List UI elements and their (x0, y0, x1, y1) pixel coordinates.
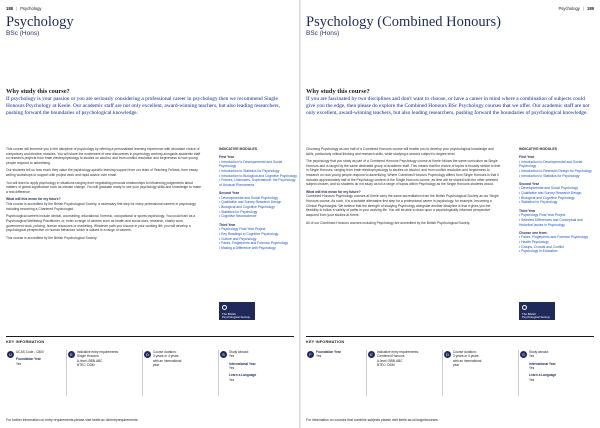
module-year: Second Year (519, 181, 540, 186)
page-subtitle: BSc (Hons) (306, 30, 340, 37)
module-item: • Psychology Final Year Project (219, 227, 266, 232)
module-year: First Year (519, 154, 535, 159)
footer-note: For further information on entry requirements please visit keele.ac.uk/entryrequirements (6, 418, 138, 422)
body-paragraph: This course is accredited by the British Psychological Society. (6, 235, 98, 240)
module-group (219, 223, 297, 251)
entry-icon: E (368, 351, 375, 358)
key-info-item: S Study abroad: Yes International Year Yes Learn a Language Yes (518, 350, 594, 396)
module-item: • Making a Difference with Psychology (219, 245, 276, 250)
bps-logo-icon (222, 305, 227, 310)
foundation-icon: F (307, 351, 314, 358)
page-folio: 188 | Psychology (6, 6, 42, 11)
body-paragraph: Psychological careers include clinical, counselling, educational, forensic, occupational or sports psychology. You could train as a Psychological Wellbeing Practitioner, or, enter a range of careers such as health and social work, research, charity work, government work, policing, human resources or marketing. Whatever path you choose in your working life, you will develop a psychological perspective on human behaviour which is valued in a range of careers. (6, 214, 196, 233)
body-column (6, 147, 202, 243)
module-item: • Introduction to Developmental and Social Psychology (519, 159, 583, 169)
key-info-item: S Study abroad: Yes International Year Yes Learn a Language Yes (218, 350, 294, 396)
ucas-icon: U (7, 351, 14, 358)
module-group (219, 191, 297, 219)
module-group (219, 155, 297, 188)
module-item: • Groups, Crowds and Conflict (519, 244, 564, 249)
module-item: • Health Psychology (519, 240, 549, 245)
why-study-text: If psychology is your passion or you are seriously considering a professional career in psychology then we recommend Single Honours Psychology at Keele. Our academic staff are not only excellent, award-winning teachers, but also leading researchers, pushing forward the boundaries of psychological knowledge. (6, 96, 280, 117)
module-group (519, 231, 597, 254)
key-information-heading: KEY INFORMATION (306, 340, 345, 344)
body-paragraph: This course will immerse you in the discipline of psychology by offering a personalised learning experience with abundant choice of compulsory and elective modules. You will share the excitement of new discoveries in psychology working alongside academic staff on research projects from brain electrophysiology to studies on alcohol, and from conflict resolution and forgiveness to how young people respond to advertising. (6, 147, 201, 165)
module-year: Choose one from: (519, 230, 548, 235)
key-info-item: D Course duration: 3 years or 4 years with an international year (142, 350, 218, 396)
module-item: • Developmental and Social Psychology (519, 186, 578, 191)
right-page (300, 0, 600, 428)
module-item: • Introduction to Statistics for Psychology (519, 173, 580, 178)
module-item: • Qualitative and Survey Research Design (519, 191, 582, 196)
why-study-heading: Why study this course? (6, 88, 70, 95)
module-item: • Biological and Cognitive Psychology (219, 205, 275, 210)
page-title: Psychology (6, 14, 74, 30)
footer-note: For information on courses that combine subjects please visit keele.ac.uk/cognitcourses (306, 418, 438, 422)
body-paragraph: Our students tell us how much they value the psychology-specific learning support from our team of Teaching Fellows, from essay writing workshops to support with project work and rapid advice over email. (6, 168, 198, 178)
body-paragraph: Choosing Psychology as one half of a Combined Honours course will enable you to develop your psychological knowledge and skills, particularly critical thinking and research skills, while studying a second subject to degree level. (306, 147, 494, 156)
key-info-item: U UCAS Code - C800 Foundation Year Yes (6, 350, 66, 396)
page-title: Psychology (Combined Honours) (306, 14, 501, 30)
module-year: First Year (219, 154, 235, 159)
body-paragraph: You will learn to apply psychology in situations ranging from negotiating personal relationships to influencing judgements about matters of global significance such as climate change. You will graduate ready to use your psychology skills and knowledge to make a real difference. (6, 180, 201, 194)
module-item: • Introduction to Research Design for Psychology (519, 168, 592, 173)
page-section: Psychology (558, 6, 580, 11)
key-info-item: F Foundation Year Yes (306, 350, 366, 396)
module-item: • Faces, Fingerprints and Forensic Psychology (519, 235, 589, 240)
module-year: Third Year (219, 222, 236, 227)
modules-title: INDICATIVE MODULES (519, 147, 558, 151)
bps-accreditation-logo: The British Psychological Society (219, 302, 255, 320)
key-information (306, 350, 594, 396)
key-info-item: D Course duration: 3 years or 4 years with an international year (442, 350, 518, 396)
page-gutter (299, 0, 301, 428)
indicative-modules (219, 147, 297, 254)
future-heading: What will this mean for my future? (306, 189, 361, 194)
bps-logo-icon (522, 305, 527, 310)
module-item: • Key Readings in Cognitive Psychology (219, 231, 279, 236)
why-study-text: If you are fascinated by two disciplines and don't want to choose, or have a career in mind where a combination of subjects could give you the edge, then please do explore the Combined Honours BSc Psychology courses that we offer. Our academic staff are not only excellent, award-winning teachers, but also leading researchers, pushing forward the boundaries of psychological knowledge. (306, 96, 590, 117)
module-item: • Statistics for Psychology (519, 200, 558, 205)
duration-icon: D (144, 351, 151, 358)
module-item: • Selected Differences and Conceptual and Historical Issues in Psychology (519, 217, 583, 227)
body-paragraph: This course is accredited by the British Psychological Society, a necessary first step for many professional careers in psychology including becoming a Chartered Psychologist. (6, 202, 196, 211)
page-number: 189 (587, 6, 594, 11)
module-item: • Futures, Unknowns, Supernatural: the Psychology of Unusual Phenomena (219, 178, 296, 187)
module-item: • Biological and Cognitive Psychology (519, 195, 575, 200)
module-year: Third Year (519, 208, 536, 213)
page-number: 188 (6, 6, 13, 11)
divider (6, 336, 294, 337)
future-heading: What will this mean for my future? (6, 197, 61, 202)
module-item: • Culture and Psychology (219, 236, 257, 241)
module-item: • Introduction to Biological and Cognitive Psychology (219, 173, 297, 178)
module-item: • Psychology Final Year Project (519, 213, 566, 218)
module-item: • Cognitive Neuroscience (219, 214, 257, 219)
module-item: • Introduction to Statistics for Psychology (219, 168, 280, 173)
study-abroad-icon: S (520, 351, 527, 358)
why-study-heading: Why study this course? (306, 88, 370, 95)
page-section: Psychology (20, 6, 42, 11)
page-subtitle: BSc (Hons) (6, 30, 40, 37)
body-paragraph: The psychology that you study as part of a Combined Honours Psychology course at Keele follows the same curriculum as Single Honours and is taught by the same dedicated group of academic staff. This means that the choice of topics is broadly similar to that in Single Honours, ranging from brain electrophysiology to studies on alcohol, and from conflict resolution and forgiveness to research on how young people respond to advertising. Where Combined Honours Psychology differs from Single Honours is that it includes approximately half of the Psychology content of the Single Honours course, as time will be shared with the other selected subject chosen, and so students do not study as full a range of topics within Psychology as the Single Honours students would. (306, 159, 501, 187)
entry-icon: E (68, 351, 75, 358)
key-information-heading: KEY INFORMATION (6, 340, 45, 344)
module-item: • Psychology in Education (519, 249, 558, 254)
module-item: • Qualitative and Survey Research Design (219, 200, 282, 205)
module-item: • Statistics for Psychology (219, 209, 258, 214)
key-info-item: E Indicative entry requirements: Single Honours A-level: BBB-ABC BTEC: DDM (66, 350, 142, 396)
key-information (6, 350, 294, 396)
module-year: Second Year (219, 191, 240, 196)
module-item: • Developmental and Social Psychology (219, 195, 278, 200)
module-item: • Introduction to Developmental and Social Psychology (219, 159, 283, 169)
module-group (519, 209, 597, 228)
body-column (306, 147, 502, 228)
module-item: • Faces, Fingerprints and Forensic Psychology (219, 241, 289, 246)
bps-accreditation-logo: The British Psychological Society (519, 302, 555, 320)
module-group (519, 155, 597, 178)
study-abroad-icon: S (220, 351, 227, 358)
key-info-item: E Indicative entry requirements: Combined Honours A-level: BBB-ABC BTEC: DDM (366, 350, 442, 396)
duration-icon: D (444, 351, 451, 358)
divider (306, 336, 594, 337)
body-paragraph: Combined Honours Psychology courses at Keele carry the same accreditation from the British Psychological Society as our Single Honours course. As such, it is a suitable alternative first step for a professional career in psychology, for example, becoming a Clinical Psychologist. We believe that the strength of studying Psychology alongside another discipline is that it gives you the flexibility to follow a variety of paths in your working life. You will be able to draw upon a psychologically informed perspective acquired from your studies at Keele. (306, 194, 499, 217)
modules-title: INDICATIVE MODULES (219, 147, 258, 151)
indicative-modules (519, 147, 597, 258)
body-paragraph: All of our Combined Honours courses including Psychology are accredited by the British Psychological Society. (306, 220, 471, 225)
page-folio: Psychology | 189 (558, 6, 594, 11)
module-group (519, 182, 597, 205)
